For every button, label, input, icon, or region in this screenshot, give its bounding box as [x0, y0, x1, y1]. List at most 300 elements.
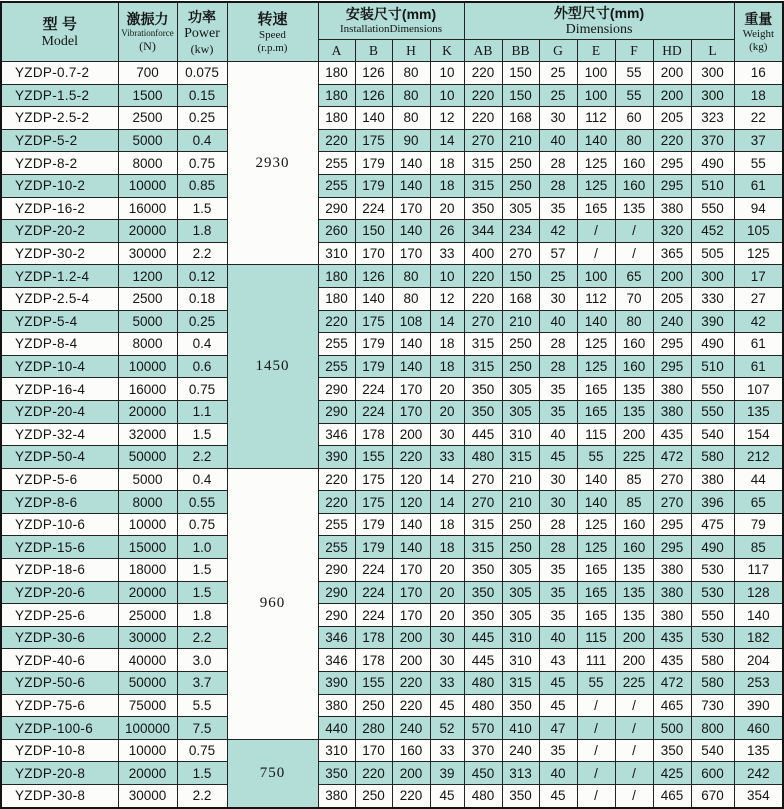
table-row [1, 513, 783, 536]
subheader-ab: AB [464, 40, 502, 62]
cell-bb: 210 [502, 129, 539, 152]
cell-model: YZDP-1.2-4 [1, 265, 118, 288]
cell-ab: 480 [464, 446, 502, 469]
cell-b: 170 [355, 242, 392, 265]
cell-f: 160 [615, 513, 653, 536]
cell-f: 135 [615, 604, 653, 627]
cell-l: 550 [691, 197, 734, 220]
cell-l: 530 [691, 559, 734, 582]
cell-power: 1.1 [177, 400, 227, 423]
cell-power: 5.5 [177, 694, 227, 717]
cell-h: 200 [392, 626, 430, 649]
cell-f: 160 [615, 333, 653, 356]
cell-b: 224 [355, 581, 392, 604]
cell-f: 80 [615, 129, 653, 152]
cell-bb: 150 [502, 62, 539, 85]
table-row [1, 400, 783, 423]
cell-model: YZDP-75-6 [1, 694, 118, 717]
cell-e: / [577, 694, 615, 717]
cell-weight: 79 [734, 513, 783, 536]
cell-bb: 168 [502, 287, 539, 310]
cell-k: 33 [430, 739, 464, 762]
cell-model: YZDP-16-4 [1, 378, 118, 401]
cell-g: 42 [539, 220, 577, 243]
cell-b: 126 [355, 84, 392, 107]
cell-f: / [615, 739, 653, 762]
cell-l: 530 [691, 626, 734, 649]
cell-e: 125 [577, 152, 615, 175]
cell-a: 255 [318, 152, 355, 175]
cell-l: 580 [691, 672, 734, 695]
cell-k: 30 [430, 423, 464, 446]
table-row [1, 604, 783, 627]
cell-a: 290 [318, 400, 355, 423]
table-row [1, 310, 783, 333]
cell-a: 260 [318, 220, 355, 243]
cell-model: YZDP-10-8 [1, 739, 118, 762]
cell-l: 490 [691, 536, 734, 559]
table-row [1, 739, 783, 762]
cell-ab: 370 [464, 739, 502, 762]
cell-b: 140 [355, 107, 392, 130]
cell-e: 115 [577, 423, 615, 446]
table-row [1, 333, 783, 356]
cell-a: 220 [318, 491, 355, 514]
table-row [1, 581, 783, 604]
cell-e: 165 [577, 197, 615, 220]
cell-k: 20 [430, 197, 464, 220]
cell-b: 150 [355, 220, 392, 243]
cell-hd: 365 [653, 242, 691, 265]
cell-force: 8000 [118, 152, 177, 175]
cell-ab: 350 [464, 604, 502, 627]
cell-k: 33 [430, 242, 464, 265]
cell-hd: 380 [653, 581, 691, 604]
cell-k: 33 [430, 672, 464, 695]
spec-table [0, 1, 784, 809]
cell-bb: 210 [502, 310, 539, 333]
cell-power: 1.8 [177, 604, 227, 627]
cell-a: 290 [318, 581, 355, 604]
table-row [1, 717, 783, 740]
cell-ab: 445 [464, 626, 502, 649]
cell-k: 30 [430, 649, 464, 672]
cell-hd: 435 [653, 423, 691, 446]
cell-weight: 17 [734, 265, 783, 288]
cell-g: 28 [539, 333, 577, 356]
table-row [1, 174, 783, 197]
header-dimensions [464, 2, 734, 40]
cell-f: 225 [615, 446, 653, 469]
cell-k: 20 [430, 559, 464, 582]
cell-bb: 150 [502, 84, 539, 107]
cell-hd: 500 [653, 717, 691, 740]
cell-model: YZDP-8-2 [1, 152, 118, 175]
cell-force: 5000 [118, 129, 177, 152]
cell-weight: 44 [734, 468, 783, 491]
cell-g: 40 [539, 310, 577, 333]
cell-bb: 313 [502, 762, 539, 785]
cell-ab: 270 [464, 468, 502, 491]
cell-k: 18 [430, 355, 464, 378]
cell-b: 126 [355, 62, 392, 85]
cell-model: YZDP-100-6 [1, 717, 118, 740]
cell-weight: 253 [734, 672, 783, 695]
cell-power: 3.7 [177, 672, 227, 695]
cell-model: YZDP-50-4 [1, 446, 118, 469]
cell-speed: 750 [227, 739, 318, 807]
cell-a: 346 [318, 423, 355, 446]
cell-a: 290 [318, 559, 355, 582]
subheader-e: E [577, 40, 615, 62]
cell-b: 175 [355, 310, 392, 333]
cell-b: 178 [355, 423, 392, 446]
cell-model: YZDP-0.7-2 [1, 62, 118, 85]
cell-speed: 2930 [227, 62, 318, 265]
cell-weight: 242 [734, 762, 783, 785]
cell-weight: 135 [734, 400, 783, 423]
cell-e: 55 [577, 446, 615, 469]
cell-e: 165 [577, 378, 615, 401]
cell-model: YZDP-30-8 [1, 785, 118, 808]
cell-power: 0.25 [177, 310, 227, 333]
cell-f: 60 [615, 107, 653, 130]
subheader-hd: HD [653, 40, 691, 62]
cell-g: 25 [539, 265, 577, 288]
cell-h: 120 [392, 491, 430, 514]
table-row [1, 536, 783, 559]
header-dimensions-zh: 外型尺寸(mm) [553, 4, 645, 21]
cell-hd: 425 [653, 762, 691, 785]
cell-a: 380 [318, 785, 355, 808]
header-model [1, 2, 118, 62]
cell-weight: 65 [734, 491, 783, 514]
cell-weight: 42 [734, 310, 783, 333]
table-row [1, 785, 783, 808]
cell-g: 30 [539, 287, 577, 310]
cell-g: 45 [539, 785, 577, 808]
cell-hd: 295 [653, 536, 691, 559]
header-power-zh: 功率 [188, 8, 216, 25]
cell-b: 179 [355, 174, 392, 197]
cell-ab: 315 [464, 152, 502, 175]
cell-weight: 22 [734, 107, 783, 130]
cell-power: 0.75 [177, 513, 227, 536]
cell-l: 510 [691, 355, 734, 378]
cell-weight: 140 [734, 604, 783, 627]
cell-power: 0.12 [177, 265, 227, 288]
cell-ab: 344 [464, 220, 502, 243]
cell-ab: 480 [464, 672, 502, 695]
cell-hd: 472 [653, 672, 691, 695]
cell-h: 120 [392, 468, 430, 491]
cell-power: 3.0 [177, 649, 227, 672]
cell-model: YZDP-40-6 [1, 649, 118, 672]
cell-l: 323 [691, 107, 734, 130]
cell-model: YZDP-15-6 [1, 536, 118, 559]
cell-b: 179 [355, 513, 392, 536]
subheader-a: A [318, 40, 355, 62]
cell-bb: 250 [502, 174, 539, 197]
cell-h: 170 [392, 378, 430, 401]
table-row [1, 694, 783, 717]
cell-e: 125 [577, 355, 615, 378]
cell-l: 580 [691, 649, 734, 672]
cell-weight: 390 [734, 694, 783, 717]
cell-bb: 305 [502, 604, 539, 627]
cell-b: 126 [355, 265, 392, 288]
cell-bb: 250 [502, 513, 539, 536]
cell-h: 140 [392, 152, 430, 175]
cell-g: 45 [539, 446, 577, 469]
cell-b: 140 [355, 287, 392, 310]
cell-model: YZDP-16-2 [1, 197, 118, 220]
subheader-g: G [539, 40, 577, 62]
cell-h: 200 [392, 423, 430, 446]
cell-force: 8000 [118, 333, 177, 356]
cell-power: 2.2 [177, 785, 227, 808]
cell-f: 55 [615, 84, 653, 107]
cell-h: 160 [392, 739, 430, 762]
cell-g: 47 [539, 717, 577, 740]
cell-k: 18 [430, 513, 464, 536]
cell-e: / [577, 220, 615, 243]
cell-b: 155 [355, 446, 392, 469]
cell-hd: 205 [653, 107, 691, 130]
header-speed [227, 2, 318, 62]
cell-g: 28 [539, 174, 577, 197]
cell-ab: 480 [464, 694, 502, 717]
cell-hd: 320 [653, 220, 691, 243]
cell-weight: 154 [734, 423, 783, 446]
cell-a: 180 [318, 287, 355, 310]
cell-hd: 200 [653, 62, 691, 85]
cell-weight: 85 [734, 536, 783, 559]
cell-bb: 310 [502, 423, 539, 446]
cell-model: YZDP-50-6 [1, 672, 118, 695]
cell-power: 0.75 [177, 152, 227, 175]
subheader-bb: BB [502, 40, 539, 62]
cell-ab: 445 [464, 649, 502, 672]
cell-g: 40 [539, 626, 577, 649]
cell-h: 140 [392, 513, 430, 536]
cell-force: 5000 [118, 468, 177, 491]
cell-force: 25000 [118, 604, 177, 627]
cell-h: 170 [392, 559, 430, 582]
cell-g: 35 [539, 378, 577, 401]
cell-ab: 315 [464, 355, 502, 378]
cell-hd: 295 [653, 152, 691, 175]
cell-hd: 295 [653, 333, 691, 356]
cell-hd: 435 [653, 626, 691, 649]
cell-weight: 125 [734, 242, 783, 265]
cell-hd: 295 [653, 355, 691, 378]
cell-bb: 310 [502, 649, 539, 672]
table-header [1, 2, 783, 62]
cell-model: YZDP-1.5-2 [1, 84, 118, 107]
cell-power: 0.6 [177, 355, 227, 378]
cell-f: 85 [615, 491, 653, 514]
cell-force: 40000 [118, 649, 177, 672]
cell-ab: 270 [464, 491, 502, 514]
cell-b: 224 [355, 400, 392, 423]
cell-l: 475 [691, 513, 734, 536]
cell-weight: 107 [734, 378, 783, 401]
cell-g: 35 [539, 197, 577, 220]
cell-hd: 465 [653, 694, 691, 717]
cell-ab: 350 [464, 400, 502, 423]
cell-model: YZDP-18-6 [1, 559, 118, 582]
cell-k: 18 [430, 536, 464, 559]
cell-weight: 61 [734, 174, 783, 197]
cell-l: 390 [691, 310, 734, 333]
table-row [1, 626, 783, 649]
table-row [1, 287, 783, 310]
cell-k: 39 [430, 762, 464, 785]
cell-model: YZDP-20-6 [1, 581, 118, 604]
cell-weight: 128 [734, 581, 783, 604]
cell-ab: 220 [464, 84, 502, 107]
cell-power: 0.75 [177, 739, 227, 762]
table-row [1, 265, 783, 288]
table-row [1, 762, 783, 785]
cell-a: 180 [318, 265, 355, 288]
cell-hd: 220 [653, 129, 691, 152]
cell-l: 550 [691, 400, 734, 423]
cell-h: 220 [392, 694, 430, 717]
cell-model: YZDP-20-8 [1, 762, 118, 785]
header-speed-en: Speed [259, 28, 286, 41]
cell-power: 0.85 [177, 174, 227, 197]
cell-e: / [577, 785, 615, 808]
cell-bb: 305 [502, 559, 539, 582]
cell-ab: 350 [464, 378, 502, 401]
cell-force: 20000 [118, 220, 177, 243]
cell-l: 300 [691, 62, 734, 85]
cell-k: 18 [430, 333, 464, 356]
cell-weight: 212 [734, 446, 783, 469]
cell-ab: 220 [464, 265, 502, 288]
cell-l: 530 [691, 581, 734, 604]
cell-f: 135 [615, 378, 653, 401]
cell-force: 10000 [118, 174, 177, 197]
cell-f: 200 [615, 649, 653, 672]
cell-a: 440 [318, 717, 355, 740]
cell-a: 390 [318, 446, 355, 469]
cell-force: 2500 [118, 287, 177, 310]
cell-bb: 350 [502, 694, 539, 717]
header-speed-zh: 转速 [257, 10, 288, 28]
cell-bb: 305 [502, 197, 539, 220]
cell-power: 0.4 [177, 468, 227, 491]
cell-a: 390 [318, 672, 355, 695]
cell-model: YZDP-32-4 [1, 423, 118, 446]
header-model-en: Model [41, 33, 79, 49]
header-power-en: Power [184, 25, 220, 41]
cell-k: 18 [430, 152, 464, 175]
cell-ab: 315 [464, 333, 502, 356]
cell-h: 170 [392, 581, 430, 604]
cell-b: 178 [355, 626, 392, 649]
cell-h: 170 [392, 242, 430, 265]
cell-hd: 380 [653, 378, 691, 401]
cell-e: 112 [577, 107, 615, 130]
cell-l: 370 [691, 129, 734, 152]
cell-b: 224 [355, 559, 392, 582]
cell-b: 250 [355, 694, 392, 717]
cell-g: 35 [539, 739, 577, 762]
table-row [1, 423, 783, 446]
cell-k: 33 [430, 446, 464, 469]
header-force [118, 2, 177, 62]
cell-f: 200 [615, 423, 653, 446]
cell-speed: 1450 [227, 265, 318, 468]
cell-force: 10000 [118, 355, 177, 378]
cell-k: 10 [430, 84, 464, 107]
cell-f: 135 [615, 559, 653, 582]
cell-e: 140 [577, 491, 615, 514]
cell-bb: 305 [502, 378, 539, 401]
cell-a: 380 [318, 694, 355, 717]
cell-force: 2500 [118, 107, 177, 130]
cell-power: 1.5 [177, 197, 227, 220]
cell-model: YZDP-25-6 [1, 604, 118, 627]
cell-f: 135 [615, 400, 653, 423]
cell-k: 10 [430, 62, 464, 85]
cell-f: 135 [615, 197, 653, 220]
cell-l: 550 [691, 378, 734, 401]
cell-f: / [615, 220, 653, 243]
subheader-l: L [691, 40, 734, 62]
cell-l: 330 [691, 287, 734, 310]
cell-b: 224 [355, 378, 392, 401]
cell-e: 165 [577, 559, 615, 582]
cell-weight: 18 [734, 84, 783, 107]
cell-hd: 270 [653, 468, 691, 491]
header-weight-zh: 重量 [744, 10, 773, 27]
cell-b: 179 [355, 152, 392, 175]
cell-force: 75000 [118, 694, 177, 717]
cell-ab: 350 [464, 559, 502, 582]
cell-force: 30000 [118, 242, 177, 265]
cell-f: 160 [615, 174, 653, 197]
cell-a: 290 [318, 378, 355, 401]
cell-e: 111 [577, 649, 615, 672]
cell-bb: 305 [502, 581, 539, 604]
cell-f: 200 [615, 626, 653, 649]
cell-k: 30 [430, 626, 464, 649]
cell-power: 2.2 [177, 446, 227, 469]
cell-model: YZDP-10-4 [1, 355, 118, 378]
table-row [1, 197, 783, 220]
cell-f: 65 [615, 265, 653, 288]
cell-bb: 410 [502, 717, 539, 740]
cell-g: 28 [539, 513, 577, 536]
cell-hd: 350 [653, 739, 691, 762]
cell-ab: 445 [464, 423, 502, 446]
cell-force: 30000 [118, 785, 177, 808]
cell-g: 35 [539, 400, 577, 423]
cell-weight: 16 [734, 62, 783, 85]
cell-ab: 400 [464, 242, 502, 265]
cell-power: 0.4 [177, 129, 227, 152]
cell-model: YZDP-8-4 [1, 333, 118, 356]
cell-ab: 270 [464, 310, 502, 333]
subheader-k: K [430, 40, 464, 62]
cell-h: 140 [392, 174, 430, 197]
cell-force: 15000 [118, 536, 177, 559]
subheader-b: B [355, 40, 392, 62]
